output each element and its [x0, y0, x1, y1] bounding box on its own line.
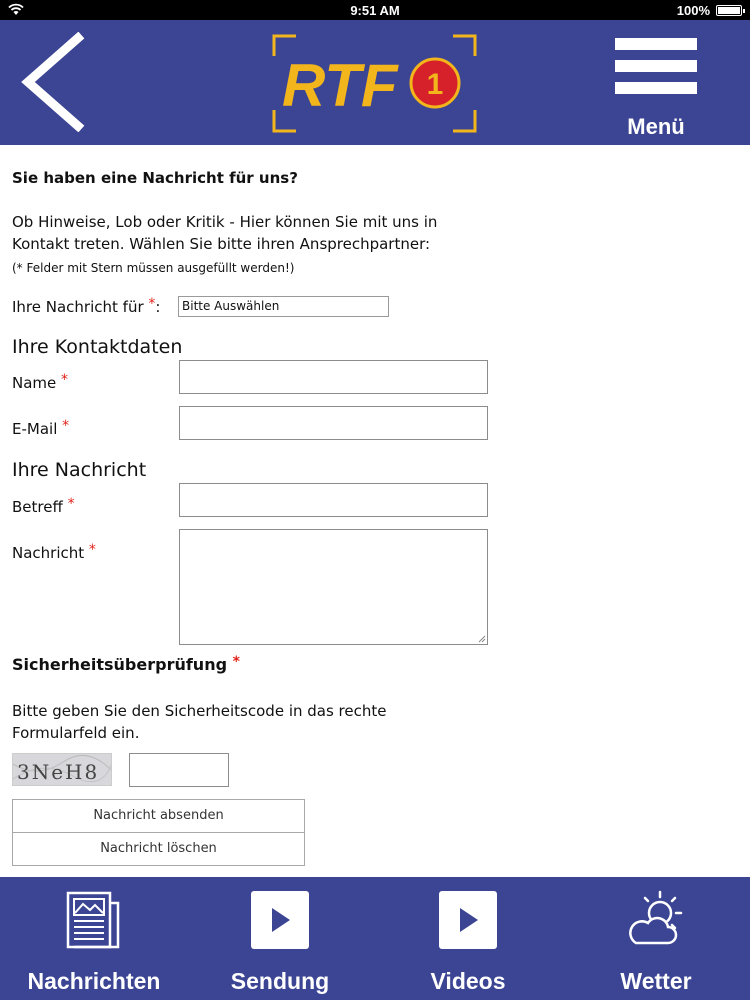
subject-label — [12, 496, 75, 516]
required-mark: * — [88, 542, 96, 558]
play-icon — [439, 891, 497, 949]
status-bar — [0, 0, 750, 20]
required-mark: * — [61, 372, 69, 388]
tab-nachrichten[interactable] — [4, 877, 184, 1000]
recipient-select[interactable]: Bitte Auswählen — [178, 296, 389, 317]
hamburger-icon — [615, 38, 697, 50]
message-label-text: Nachricht — [12, 544, 85, 562]
tab-label: Wetter — [620, 968, 692, 994]
back-arrow-icon[interactable] — [18, 32, 88, 132]
play-icon — [251, 891, 309, 949]
status-time: 9:51 AM — [350, 3, 400, 18]
required-mark: * — [148, 296, 156, 312]
captcha-input[interactable] — [129, 753, 229, 787]
recipient-colon: : — [155, 298, 161, 316]
bottom-tab-bar — [0, 877, 750, 1000]
weather-icon — [624, 889, 688, 951]
tab-videos[interactable] — [378, 877, 558, 1000]
name-field[interactable] — [179, 360, 488, 394]
captcha-noise — [13, 754, 112, 786]
tab-label: Nachrichten — [27, 968, 161, 994]
message-label — [12, 542, 96, 562]
required-note: (* Felder mit Stern müssen ausgefüllt werden!) — [12, 261, 295, 275]
email-field[interactable] — [179, 406, 488, 440]
name-label — [12, 372, 68, 392]
required-mark: * — [67, 496, 75, 512]
email-label — [12, 418, 69, 438]
form-intro: Ob Hinweise, Lob oder Kritik - Hier können Sie mit uns in Kontakt treten. Wählen Sie bitte ihren Ansprechpartner: — [12, 213, 438, 253]
resize-handle-icon[interactable] — [477, 634, 486, 643]
email-label-text: E-Mail — [12, 420, 58, 438]
message-section-title: Ihre Nachricht — [12, 459, 147, 481]
menu-button[interactable] — [612, 38, 700, 138]
tab-wetter[interactable] — [566, 877, 746, 1000]
required-mark: * — [232, 654, 240, 670]
contact-section-title: Ihre Kontaktdaten — [12, 336, 183, 358]
hamburger-icon-line — [615, 82, 697, 94]
logo-text: RTF — [282, 52, 398, 119]
security-title — [12, 654, 240, 674]
recipient-label — [12, 296, 160, 316]
tab-label: Sendung — [230, 968, 330, 994]
captcha-text: 3NeH8 — [17, 760, 100, 784]
subject-label-text: Betreff — [12, 498, 63, 516]
battery-percentage: 100% — [676, 3, 710, 18]
security-title-text: Sicherheitsüberprüfung — [12, 655, 228, 674]
tab-sendung[interactable] — [190, 877, 370, 1000]
form-heading: Sie haben eine Nachricht für uns? — [12, 169, 298, 187]
required-mark: * — [62, 418, 70, 434]
recipient-label-text: Ihre Nachricht für — [12, 298, 144, 316]
subject-field[interactable] — [179, 483, 488, 517]
security-hint: Bitte geben Sie den Sicherheitscode in das rechte Formularfeld ein. — [12, 702, 387, 742]
name-label-text: Name — [12, 374, 57, 392]
clear-message-button[interactable]: Nachricht löschen — [12, 832, 305, 866]
battery-icon — [716, 5, 742, 16]
send-message-button[interactable]: Nachricht absenden — [12, 799, 305, 833]
logo-badge: 1 — [426, 68, 444, 101]
hamburger-icon-line — [615, 60, 697, 72]
rtf1-logo[interactable] — [272, 34, 477, 134]
tab-label: Videos — [430, 968, 506, 994]
newspaper-icon — [64, 889, 124, 951]
app-header — [0, 20, 750, 145]
menu-label: Menü — [627, 114, 685, 139]
message-textarea[interactable] — [179, 529, 488, 645]
captcha-image — [12, 753, 112, 786]
